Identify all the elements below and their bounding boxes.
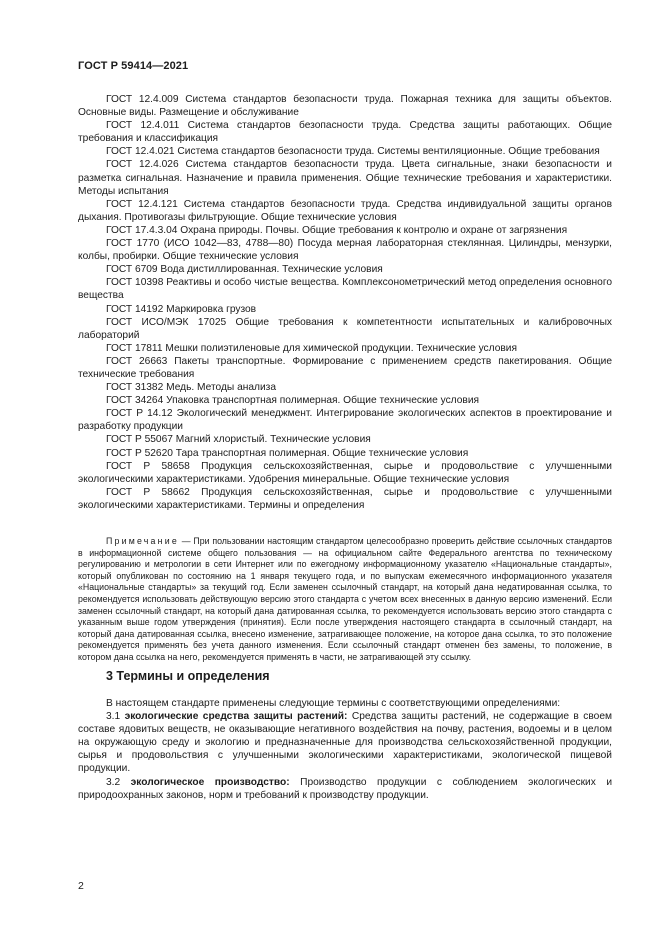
reference-item: ГОСТ 1770 (ИСО 1042—83, 4788—80) Посуда мерная лабораторная стеклянная. Цилиндры, мензурки, колбы, пробирки. Общие технические условия [78, 238, 612, 263]
term-definition [78, 776, 612, 802]
reference-item: ГОСТ 12.4.011 Система стандартов безопасности труда. Средства защиты работающих. Общие требования и классификация [78, 120, 612, 145]
term-text: Средства защиты растений, не содержащие в своем составе ядовитых веществ, не оказывающие негативного воздействия на почву, растения, водоемы и в целом на окружающую среду и экологию и предназначенные для производства сельскохозяйственной продукции, сырья и продовольствия с улучшенными экологическими характеристиками, экологической пищевой продукции. [78, 711, 612, 775]
term-number: 3.1 [106, 711, 125, 723]
reference-item: ГОСТ 10398 Реактивы и особо чистые вещества. Комплексонометрический метод определения основного вещества [78, 277, 612, 302]
note-label: Примечание [106, 536, 179, 546]
term-name: экологическое производство: [130, 776, 290, 788]
term-text: Производство продукции с соблюдением экологических и природоохранных законов, норм и требований к производству продукции. [78, 776, 613, 801]
reference-item: ГОСТ Р 58658 Продукция сельскохозяйственная, сырье и продовольствие с улучшенными экологическими характеристиками. Удобрения минеральные. Общие технические условия [78, 460, 612, 485]
term-number: 3.2 [106, 776, 131, 788]
reference-item: ГОСТ 14192 Маркировка грузов [106, 303, 257, 315]
reference-item: ГОСТ 17.4.3.04 Охрана природы. Почвы. Общие требования к контролю и охране от загрязнения [106, 224, 568, 236]
page-number: 2 [78, 880, 84, 892]
section-heading: 3 Термины и определения [106, 669, 270, 683]
standard-header: ГОСТ Р 59414—2021 [78, 60, 189, 72]
reference-item: ГОСТ Р 55067 Магний хлористый. Технические условия [106, 434, 371, 446]
reference-item: ГОСТ 26663 Пакеты транспортные. Формирование с применением средств пакетирования. Общие технические требования [78, 355, 612, 380]
reference-item: ГОСТ 12.4.009 Система стандартов безопасности труда. Пожарная техника для защиты объектов. Основные виды. Размещение и обслуживание [78, 94, 612, 119]
reference-item: ГОСТ ИСО/МЭК 17025 Общие требования к компетентности испытательных и калибровочных лабораторий [78, 316, 612, 341]
section-intro: В настоящем стандарте применены следующие термины с соответствующими определениями: [106, 698, 561, 709]
normative-references-list [78, 93, 612, 512]
reference-item: ГОСТ 17811 Мешки полиэтиленовые для химической продукции. Технические условия [106, 342, 517, 354]
reference-item: ГОСТ 31382 Медь. Методы анализа [106, 382, 277, 394]
reference-item: ГОСТ 12.4.121 Система стандартов безопасности труда. Средства индивидуальной защиты органов дыхания. Противогазы фильтрующие. Общие технические условия [78, 198, 612, 223]
reference-item: ГОСТ 34264 Упаковка транспортная полимерная. Общие технические условия [106, 395, 480, 407]
term-definition [78, 710, 612, 775]
references-note [78, 536, 612, 664]
section-body [78, 697, 612, 802]
reference-item: ГОСТ 12.4.026 Система стандартов безопасности труда. Цвета сигнальные, знаки безопасности и разметка сигнальная. Назначение и правила применения. Общие технические требования и характеристики. Методы испытания [78, 159, 612, 197]
reference-item: ГОСТ Р 58662 Продукция сельскохозяйственная, сырье и продовольствие с улучшенными экологическими характеристиками. Термины и определения [78, 486, 612, 511]
reference-item: ГОСТ 12.4.021 Система стандартов безопасности труда. Системы вентиляционные. Общие требования [106, 146, 600, 158]
reference-item: ГОСТ Р 52620 Тара транспортная полимерная. Общие технические условия [106, 447, 469, 459]
reference-item: ГОСТ 6709 Вода дистиллированная. Технические условия [106, 264, 383, 276]
reference-item: ГОСТ Р 14.12 Экологический менеджмент. Интегрирование экологических аспектов в проектирование и разработку продукции [78, 408, 612, 433]
term-name: экологические средства защиты растений: [124, 711, 348, 723]
note-text: — При пользовании настоящим стандартом целесообразно проверить действие ссылочных стандартов в информационной системе общего пользования — на официальном сайте Федерального агентства по техническому регулированию и метрологии в сети Интернет или по ежегодному информационному указателю «Национальные стандарты», который опубликован по состоянию на 1 января текущего года, и по выпускам ежемесячного информационного указателя «Национальные стандарты» за текущий год. Если заменен ссылочный стандарт, на который дана недатированная ссылка, то рекомендуется использовать действующую версию этого стандарта с учетом всех внесенных в данную версию изменений. Если заменен ссылочный стандарт, на который дана датированная ссылка, то рекомендуется использовать версию этого стандарта с указанным выше годом утверждения (принятия). Если после утверждения настоящего стандарта в ссылочный стандарт, на который дана датированная ссылка, внесено изменение, затрагивающее положение, на которое дана ссылка, то это положение рекомендуется применять без учета данного изменения. Если ссылочный стандарт отменен без замены, то положение, в котором дана ссылка на него, рекомендуется применять в части, не затрагивающей эту ссылку. [78, 536, 612, 662]
